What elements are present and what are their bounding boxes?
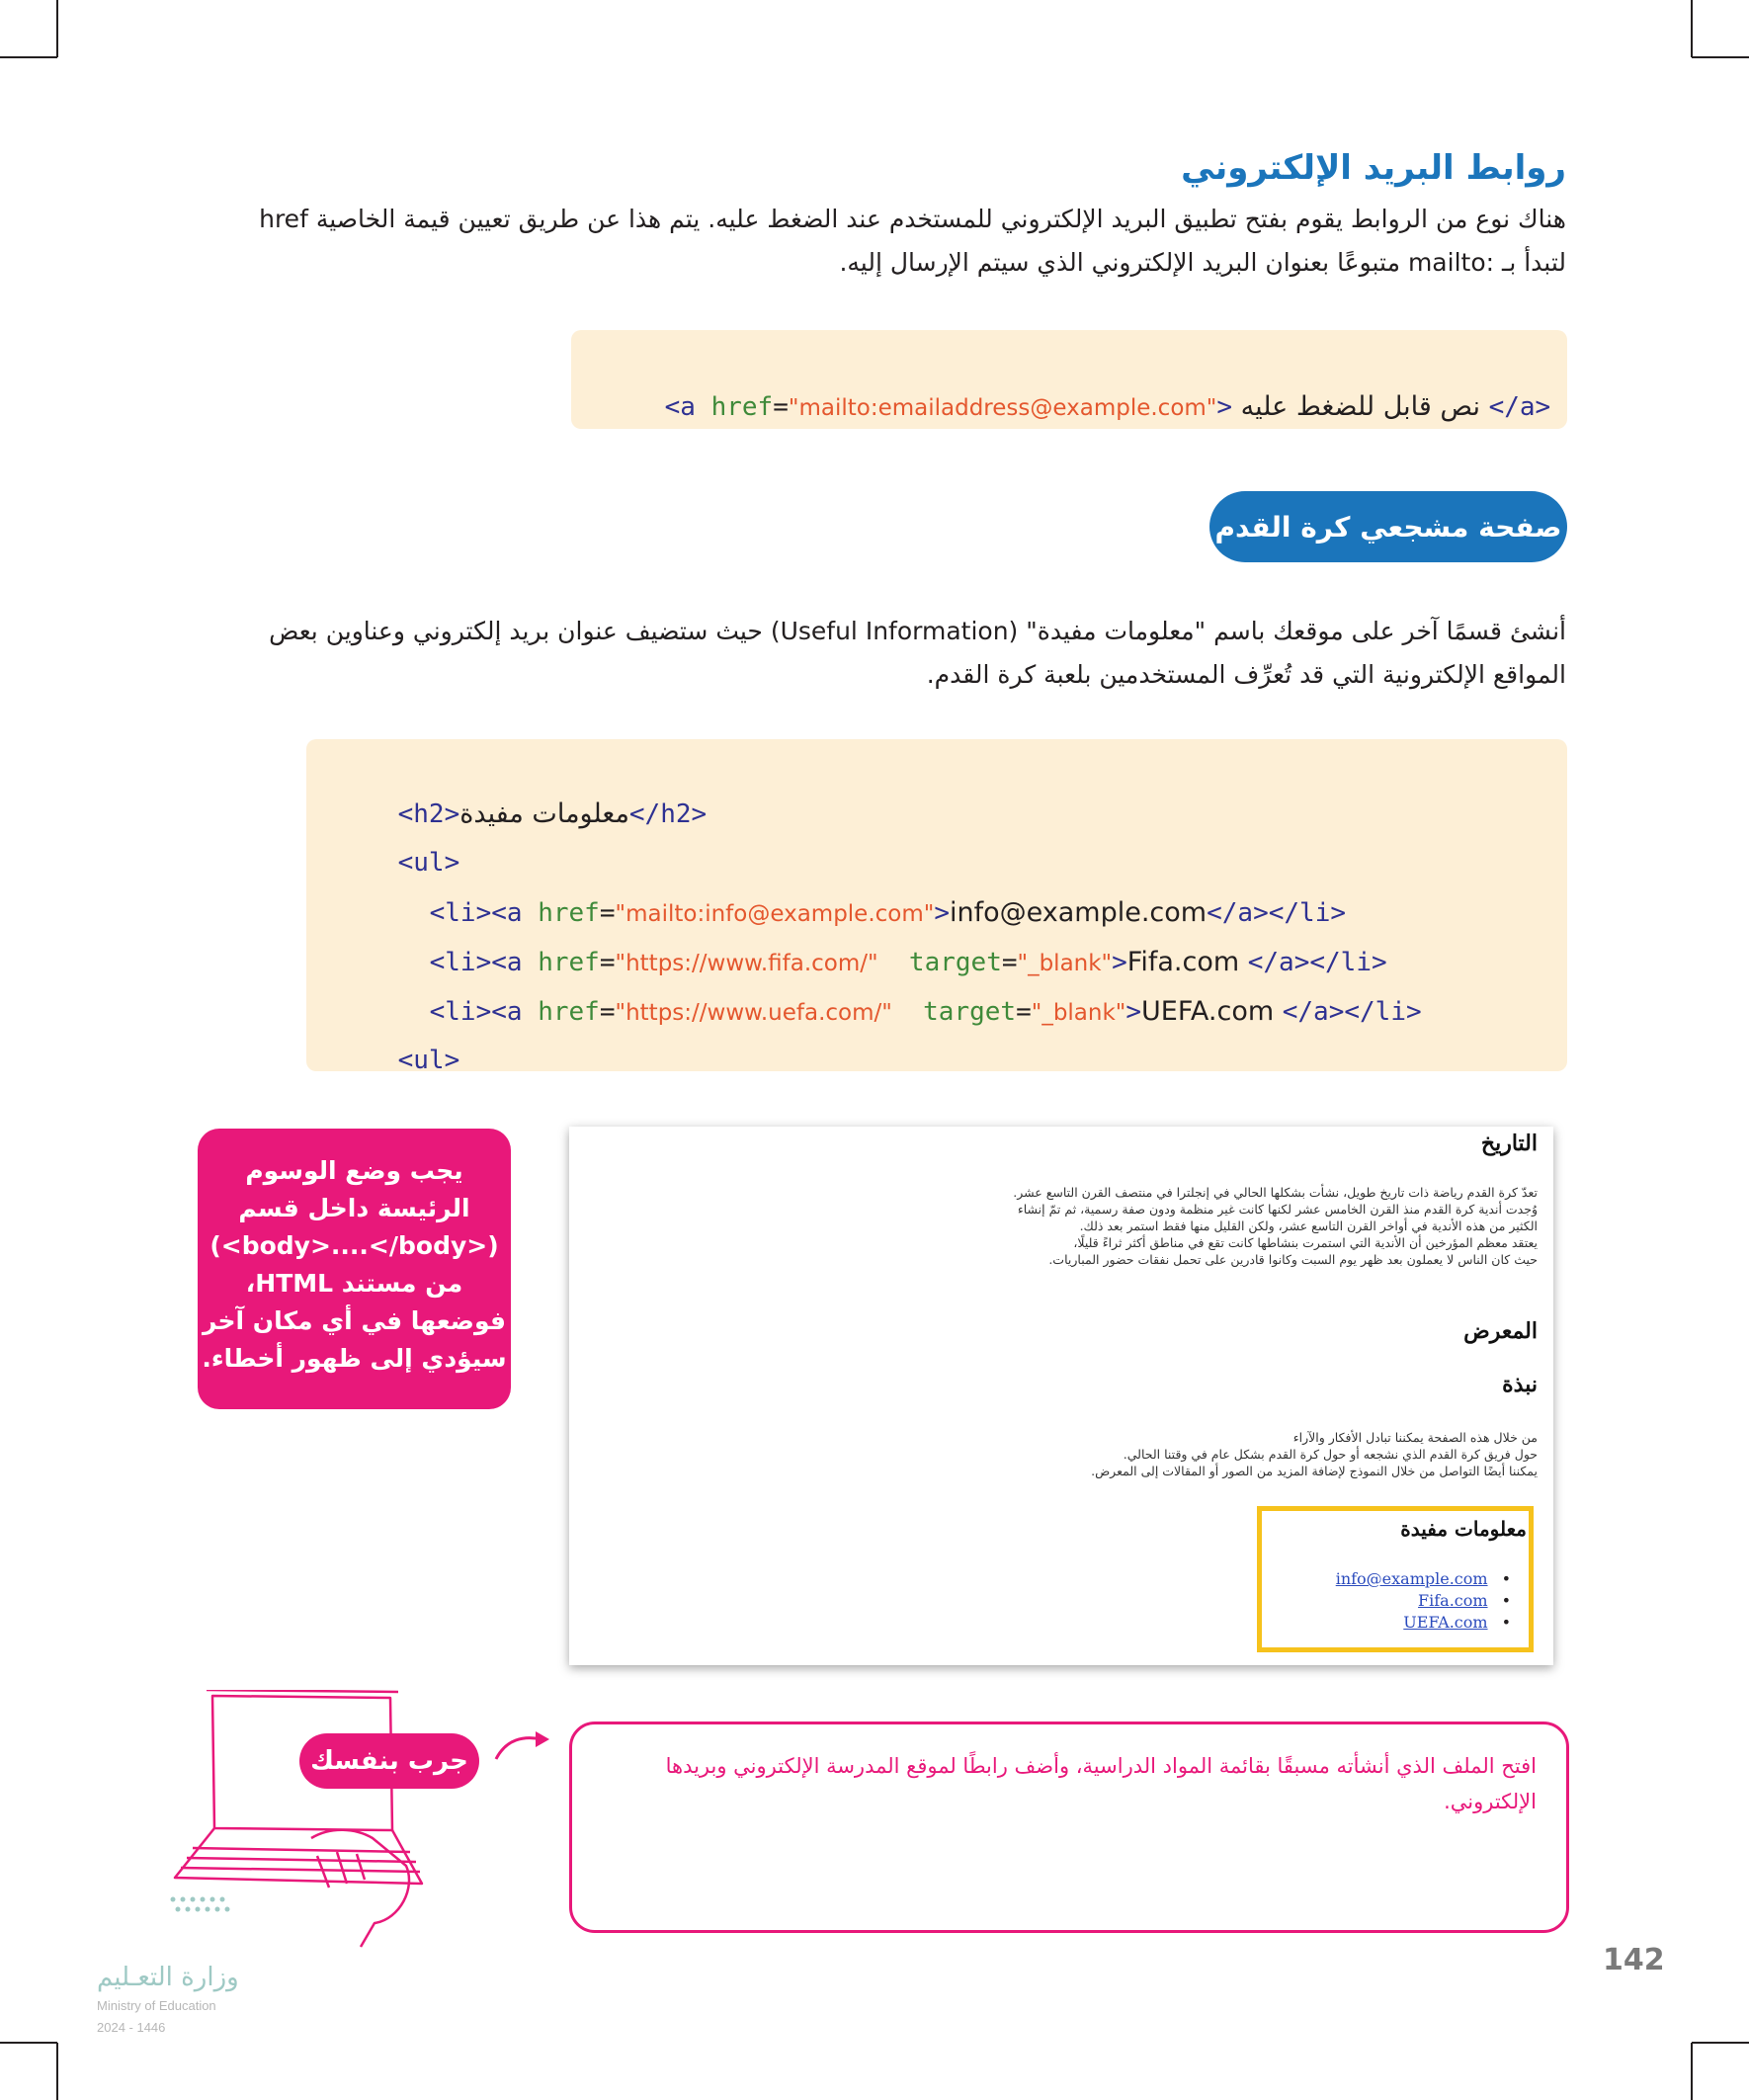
note-callout	[198, 1129, 511, 1409]
bullet: •	[1501, 1613, 1511, 1632]
about-line: من خلال هذه الصفحة يمكننا تبادل الأفكار والآراء	[1292, 1430, 1538, 1445]
crop-mark	[1692, 2042, 1749, 2044]
activity-paragraph-line-1: أنشئ قسمًا آخر على موقعك باسم "معلومات مفيدة" (Useful Information) حيث ستضيف عنوان بريد إلكتروني وعناوين بعض	[269, 617, 1566, 645]
note-line: الرئيسة داخل قسم	[238, 1194, 470, 1222]
code-tag: <a	[491, 948, 539, 977]
code-tag: </a>	[1207, 898, 1269, 928]
code-string: "_blank"	[1031, 1000, 1126, 1026]
code-eq: =	[599, 997, 616, 1027]
note-line: فوضعها في أي مكان آخر	[202, 1306, 507, 1335]
webpage-screenshot	[569, 1127, 1553, 1665]
code-tag: >	[934, 898, 950, 928]
code-eq: =	[599, 898, 616, 928]
link-fifa[interactable]: Fifa.com	[1418, 1591, 1488, 1610]
try-it-line-1: افتح الملف الذي أنشأته مسبقًا بقائمة المواد الدراسية، وأضف رابطًا لموقع المدرسة الإلكتروني وبريدها	[665, 1754, 1537, 1778]
crop-mark	[56, 2043, 58, 2100]
crop-mark	[0, 2042, 57, 2044]
history-line: يعتقد معظم المؤرخين أن الأندية التي استمرت بنشاطها كانت تقع في مناطق أكثر ثراءً قليلًا،	[1073, 1235, 1538, 1250]
code-tag: </h2>	[628, 799, 708, 829]
code-eq: =	[1016, 997, 1032, 1027]
code-tag: >	[1125, 997, 1142, 1027]
crop-mark	[1691, 0, 1693, 57]
code-line-li-3	[368, 966, 1422, 1056]
crop-mark	[1691, 2043, 1693, 2100]
history-heading: التاريخ	[1480, 1131, 1538, 1156]
try-it-box	[569, 1722, 1569, 1933]
code-tag: <li>	[429, 898, 492, 928]
page-number: 142	[1603, 1943, 1665, 1977]
code-tag: </li>	[1268, 898, 1347, 928]
history-paragraph	[787, 1184, 1538, 1268]
code-eq: =	[773, 392, 789, 422]
note-line: من مستند HTML،	[245, 1269, 463, 1298]
intro-paragraph-line-2: لتبدأ بـ :mailto متبوعًا بعنوان البريد الإلكتروني الذي سيتم الإرسال إليه.	[839, 248, 1566, 277]
code-string: "https://www.uefa.com/"	[615, 1000, 892, 1026]
try-it-line-2: الإلكتروني.	[1444, 1790, 1537, 1813]
code-box-mailto	[571, 330, 1567, 429]
history-line: تعدّ كرة القدم رياضة ذات تاريخ طويل، نشأت بشكلها الحالي في إنجلترا في منتصف القرن التاسع عشر.	[1013, 1185, 1538, 1200]
code-tag: <a	[491, 898, 539, 928]
useful-links-list	[1336, 1568, 1511, 1634]
bullet: •	[1501, 1591, 1511, 1610]
list-item	[1336, 1568, 1511, 1590]
code-string: "mailto:info@example.com"	[615, 901, 935, 927]
useful-info-highlight	[1257, 1506, 1534, 1652]
code-tag: <h2>	[397, 799, 460, 829]
code-attr: href	[538, 948, 600, 977]
list-item	[1336, 1590, 1511, 1612]
note-line: (<body>....</body>)	[209, 1231, 499, 1260]
intro-paragraph-line-1: هناك نوع من الروابط يقوم بفتح تطبيق البريد الإلكتروني للمستخدم عند الضغط عليه. يتم هذا عن طريق تعيين قيمة الخاصية href	[259, 205, 1566, 233]
crop-mark	[1692, 56, 1749, 58]
laptop-typing-illustration	[163, 1690, 440, 1957]
ministry-year: 2024 - 1446	[97, 2020, 166, 2035]
code-tag: <ul>	[397, 1046, 460, 1075]
code-tag: </li>	[1309, 948, 1387, 977]
code-line-ul-close	[336, 1016, 459, 1105]
gallery-heading: المعرض	[1463, 1318, 1538, 1344]
code-string: "https://www.fifa.com/"	[615, 951, 878, 976]
crop-mark	[0, 56, 57, 58]
link-email[interactable]: info@example.com	[1335, 1569, 1488, 1588]
code-text: UEFA.com	[1141, 996, 1283, 1027]
activity-title-pill: صفحة مشجعي كرة القدم	[1209, 491, 1567, 562]
code-tag: </a>	[1282, 997, 1345, 1027]
history-line: وُجدت أندية كرة القدم منذ القرن الخامس عشر لكنها كانت غير منظمة ودون صفة رسمية، ثم تمّ إنشاء	[1017, 1202, 1538, 1217]
code-text: نص قابل للضغط عليه	[1232, 391, 1489, 422]
code-attr: href	[710, 392, 774, 422]
code-text: معلومات مفيدة	[459, 798, 629, 829]
ministry-logo-english: Ministry of Education	[97, 1998, 216, 2013]
code-tag: <ul>	[397, 848, 460, 878]
code-tag: >	[1216, 392, 1233, 422]
code-tag: </li>	[1344, 997, 1422, 1027]
note-line: سيؤدي إلى ظهور أخطاء.	[202, 1344, 507, 1373]
history-line: حيث كان الناس لا يعملون بعد ظهر يوم السبت وكانوا قادرين على تحمل نفقات حضور المباريات.	[1048, 1252, 1538, 1267]
code-tag: <li>	[429, 948, 492, 977]
code-tag: <a	[664, 392, 711, 422]
code-tag: </a>	[1247, 948, 1310, 977]
try-it-badge: جرب بنفسك	[299, 1733, 479, 1789]
about-line: يمكننا أيضًا التواصل من خلال النموذج لإضافة المزيد من الصور أو المقالات إلى المعرض.	[1091, 1464, 1538, 1478]
about-line: حول فريق كرة القدم الذي نشجعه أو حول كرة القدم بشكل عام في وقتنا الحالي.	[1123, 1447, 1538, 1462]
code-attr: target	[908, 948, 1002, 977]
code-attr: href	[538, 898, 600, 928]
code-box-useful-info	[306, 739, 1567, 1075]
useful-info-heading: معلومات مفيدة	[1400, 1517, 1527, 1541]
code-tag: >	[1112, 948, 1127, 977]
list-item	[1336, 1612, 1511, 1634]
arrow-icon	[492, 1725, 553, 1765]
link-uefa[interactable]: UEFA.com	[1403, 1613, 1488, 1632]
code-string: "mailto:emailaddress@example.com"	[788, 395, 1217, 421]
code-eq: =	[1001, 948, 1018, 977]
note-line: يجب وضع الوسوم	[245, 1156, 463, 1185]
about-heading: نبذة	[1502, 1372, 1538, 1397]
code-string: "_blank"	[1017, 951, 1113, 976]
code-tag: </a>	[1488, 392, 1551, 422]
section-title: روابط البريد الإلكتروني	[1181, 148, 1566, 188]
code-attr: href	[538, 997, 600, 1027]
crop-mark	[56, 0, 58, 57]
code-line-mailto	[603, 362, 1550, 452]
code-tag: <a	[491, 997, 539, 1027]
code-text: info@example.com	[950, 897, 1208, 928]
code-tag: <li>	[429, 997, 492, 1027]
code-attr: target	[923, 997, 1017, 1027]
code-text: Fifa.com	[1126, 947, 1248, 977]
code-eq: =	[599, 948, 616, 977]
about-paragraph	[945, 1429, 1538, 1479]
ministry-logo-arabic: وزارة التعـليم	[97, 1963, 239, 1992]
activity-paragraph-line-2: المواقع الإلكترونية التي قد تُعرِّف المستخدمين بلعبة كرة القدم.	[926, 660, 1566, 689]
history-line: الكثير من هذه الأندية في أواخر القرن التاسع عشر، ولكن القليل منها فقط استمر بعد ذلك.	[1079, 1218, 1538, 1233]
bullet: •	[1501, 1569, 1511, 1588]
